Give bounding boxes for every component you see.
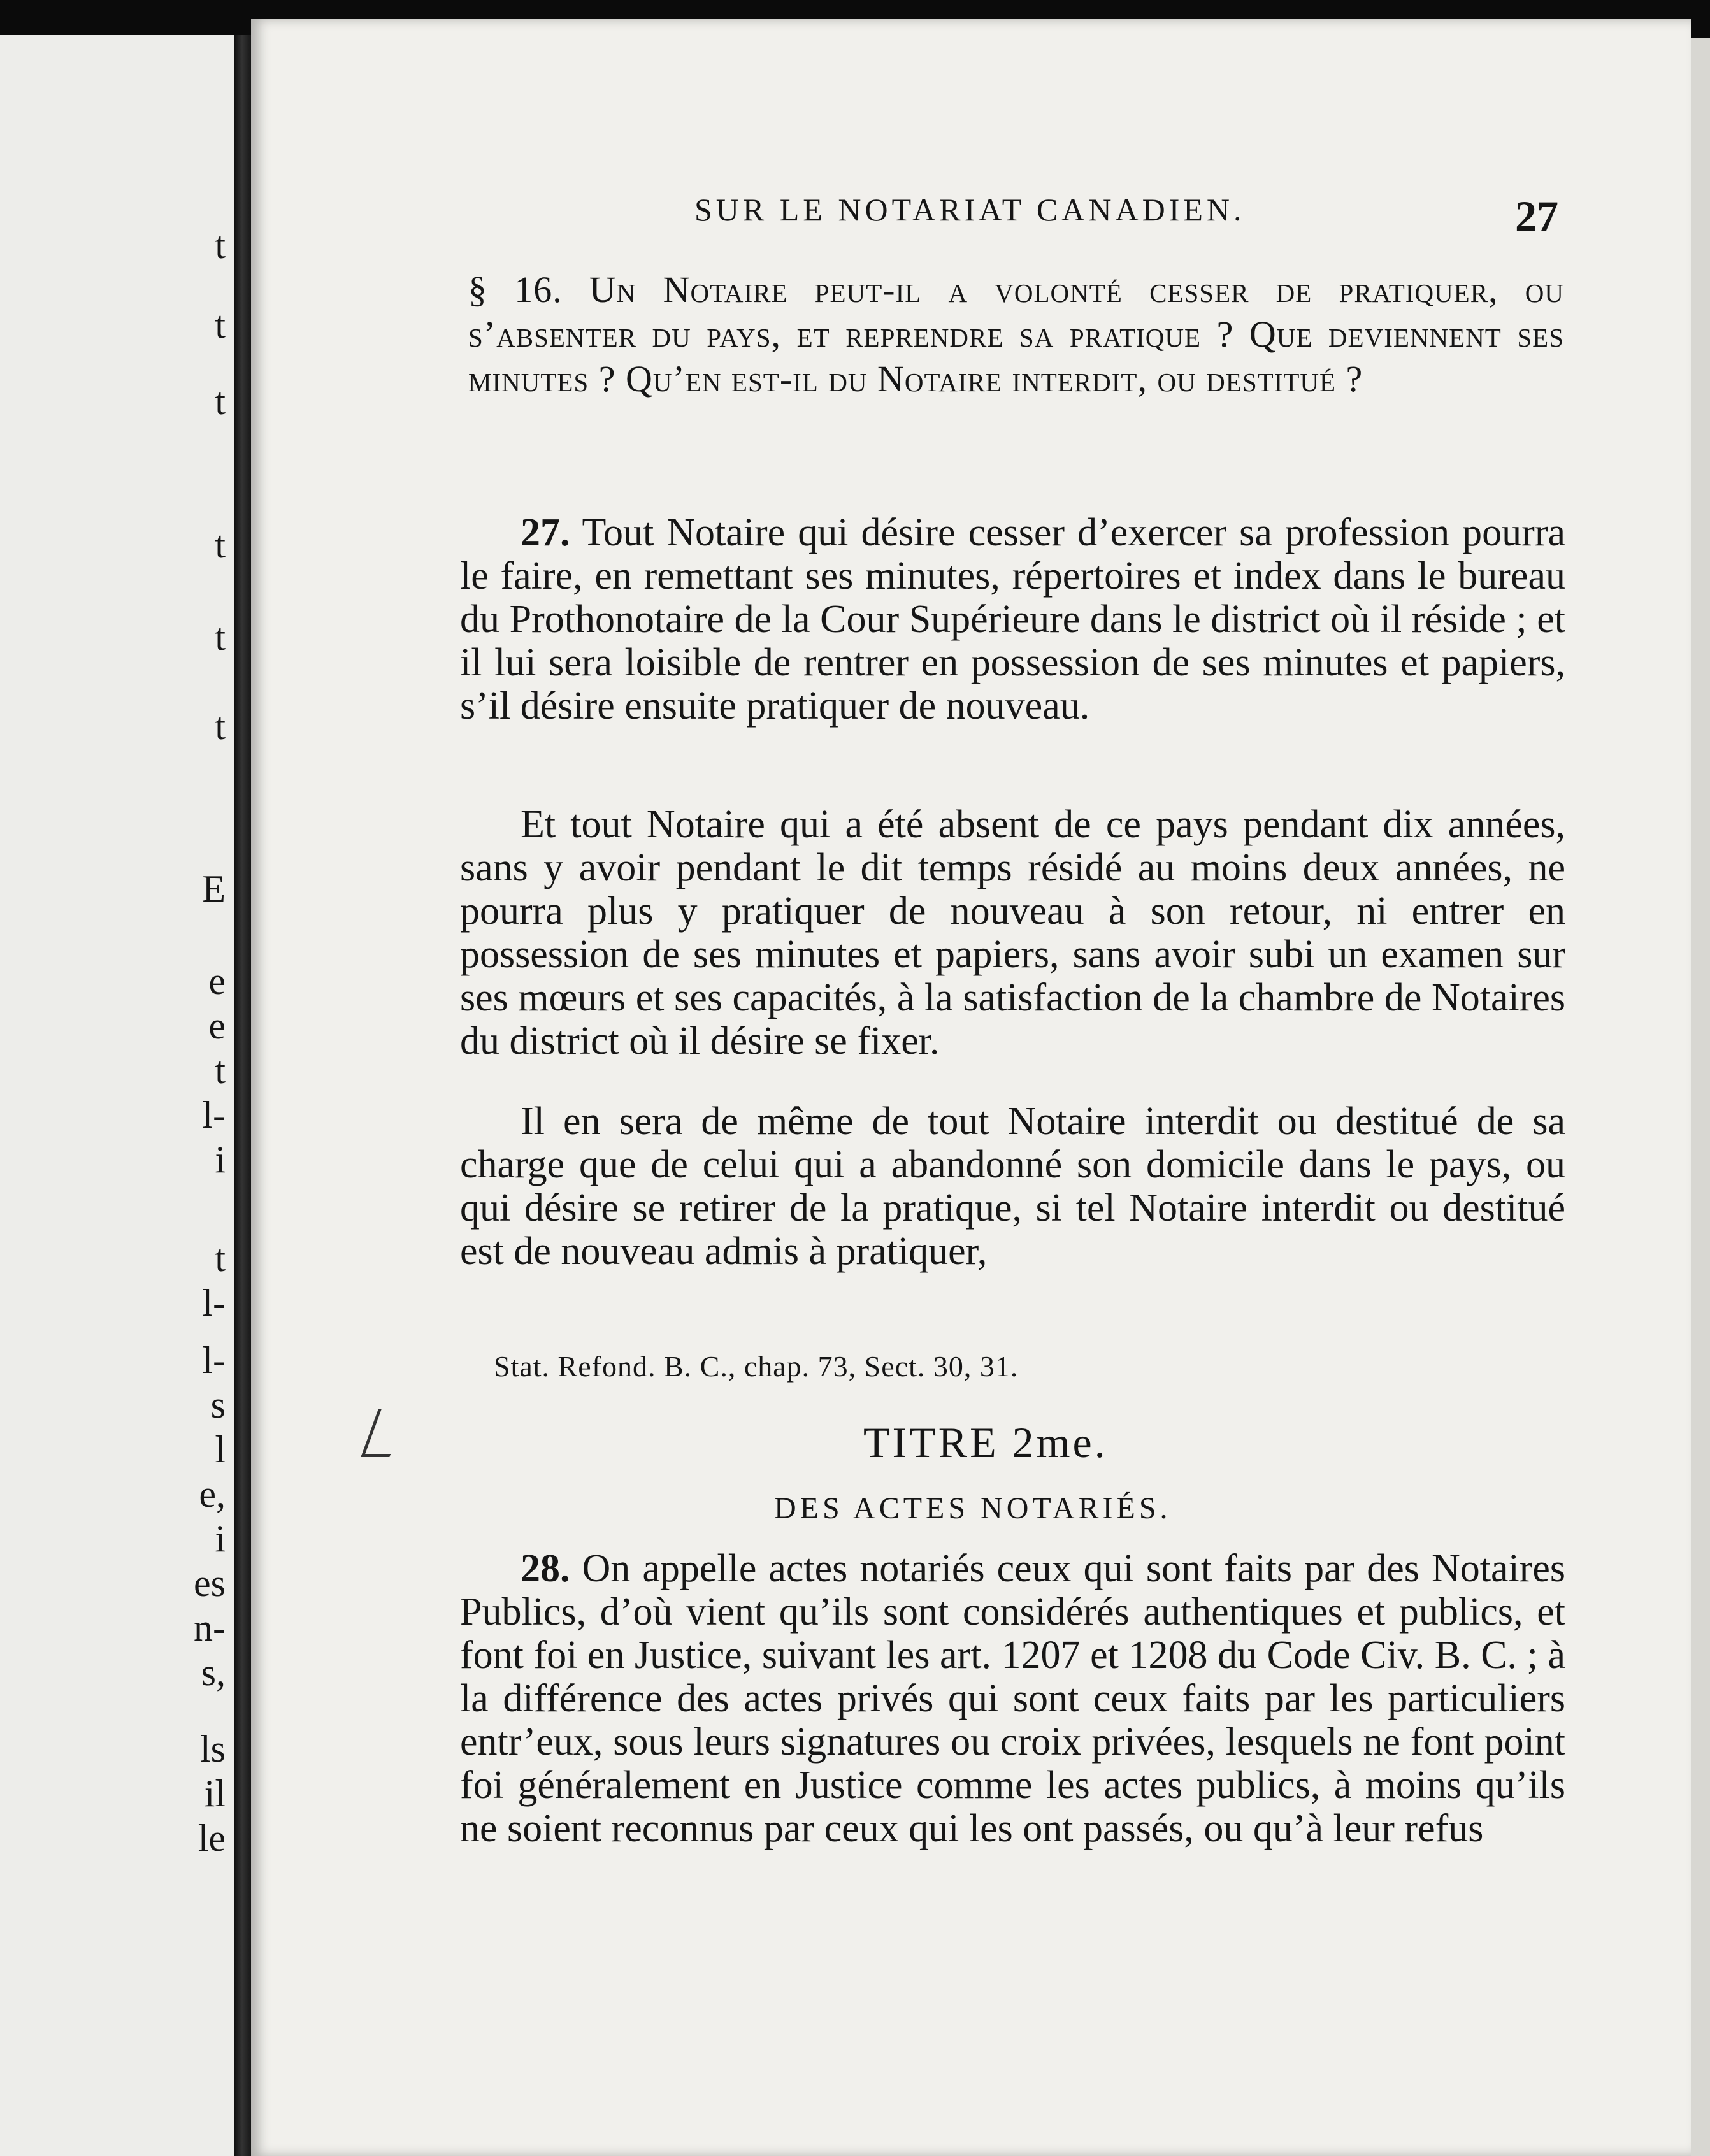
margin-letter: t bbox=[215, 705, 226, 747]
article-28-paragraph bbox=[460, 1547, 1565, 1850]
margin-letter: t bbox=[215, 1237, 226, 1279]
article-27-text: Tout Notaire qui désire cesser d’exercer sa profession pourra le faire, en remettant ses minutes, répertoires et index dans le bureau du Prothonotaire de la Cour Supérieure dans le district où il réside ; et il lui sera loisible de rentrer en possession de ses minutes et papiers, s’il désire ensuite pratiquer de nouveau. bbox=[460, 511, 1565, 728]
margin-letter: e, bbox=[199, 1473, 226, 1515]
page-number: 27 bbox=[1515, 192, 1558, 240]
margin-letter: e bbox=[208, 960, 226, 1002]
margin-letter: l- bbox=[202, 1282, 226, 1324]
margin-letter: l- bbox=[202, 1339, 226, 1381]
margin-letter: l- bbox=[202, 1094, 226, 1136]
article-27-paragraph-3-block bbox=[460, 1100, 1565, 1273]
margin-letter: t bbox=[215, 304, 226, 346]
margin-letter: es bbox=[194, 1562, 226, 1604]
margin-letter: i bbox=[215, 1139, 226, 1181]
margin-letter: t bbox=[215, 1049, 226, 1091]
margin-letter: t bbox=[215, 616, 226, 658]
margin-letter: l bbox=[215, 1428, 226, 1470]
margin-letter: n- bbox=[194, 1607, 226, 1649]
article-28 bbox=[460, 1547, 1565, 1850]
margin-letter: il bbox=[204, 1772, 226, 1815]
margin-letter: t bbox=[215, 380, 226, 422]
margin-letter: s bbox=[210, 1384, 226, 1426]
margin-letter: e bbox=[208, 1005, 226, 1047]
article-27-paragraph-2-block bbox=[460, 803, 1565, 1063]
section-16-heading: § 16. Un Notaire peut-il a volonté cesser de pratiquer, ou s’absenter du pays, et reprendre sa pratique ? Que deviennent ses minutes ? Qu’en est-il du Notaire interdit, ou destitué ? bbox=[468, 269, 1564, 399]
article-27-number: 27. bbox=[521, 511, 570, 554]
titre-subheading: DES ACTES NOTARIÉS. bbox=[774, 1491, 1172, 1525]
article-28-number: 28. bbox=[521, 1547, 570, 1590]
titre-heading: TITRE 2me. bbox=[863, 1418, 1108, 1467]
article-27-paragraph-1 bbox=[460, 511, 1565, 728]
margin-letter: t bbox=[215, 524, 226, 566]
margin-letter: le bbox=[198, 1817, 226, 1859]
running-header: SUR LE NOTARIAT CANADIEN. bbox=[694, 192, 1246, 227]
margin-letter: t bbox=[215, 224, 226, 266]
page-edge bbox=[1691, 38, 1710, 2156]
book-gutter bbox=[234, 35, 251, 2156]
margin-letter: ls bbox=[199, 1728, 226, 1770]
article-27 bbox=[460, 511, 1565, 728]
margin-letter: s, bbox=[201, 1651, 226, 1693]
article-27-paragraph-3: Il en sera de même de tout Notaire interdit ou destitué de sa charge que de celui qui a abandonné son domicile dans le pays, ou qui désire se retirer de la pratique, si tel Notaire interdit ou destitué est de nouveau admis à pratiquer, bbox=[460, 1100, 1565, 1273]
margin-letter: i bbox=[215, 1518, 226, 1560]
left-page bbox=[0, 35, 234, 2156]
statute-citation: Stat. Refond. B. C., chap. 73, Sect. 30, 31. bbox=[494, 1350, 1019, 1383]
margin-letter: E bbox=[202, 868, 226, 910]
article-28-text: On appelle actes notariés ceux qui sont faits par des Notaires Publics, d’où vient qu’ils sont considérés authentiques et publics, et font foi en Justice, suivant les art. 1207 et 1208 du Code Civ. B. C. ; à la différence des actes privés qui sont ceux faits par les particuliers entr’eux, sous leurs signatures ou croix privées, lesquels ne font point foi généralement en Justice comme les actes publics, à moins qu’ils ne soient reconnus par ceux qui les ont passés, ou qu’à leur refus bbox=[460, 1547, 1565, 1850]
article-27-paragraph-2: Et tout Notaire qui a été absent de ce pays pendant dix années, sans y avoir pendant le dit temps résidé au moins deux années, ne pourra plus y pratiquer de nouveau à son retour, ni entrer en possession de ses minutes et papiers, sans avoir subi un examen sur ses mœurs et ses capacités, à la satisfaction de la chambre de Notaires du district où il désire se fixer. bbox=[460, 803, 1565, 1063]
